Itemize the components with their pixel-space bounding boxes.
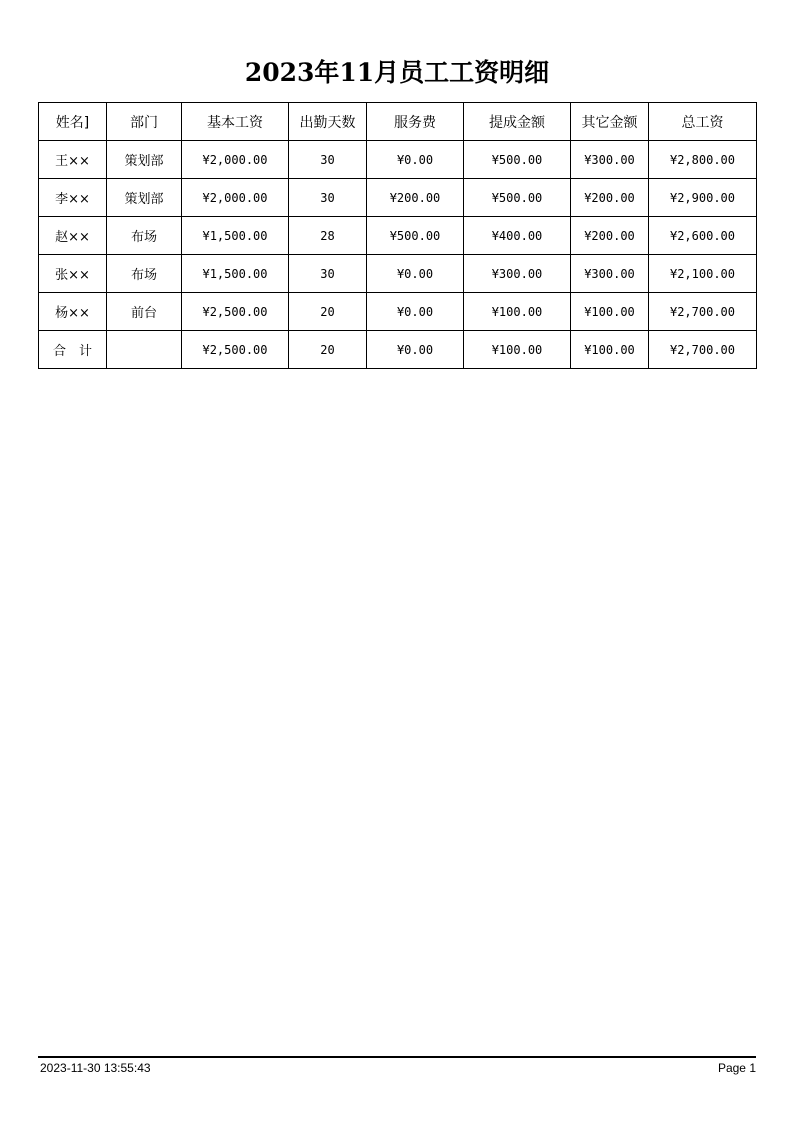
cell-service-fee: ¥0.00 bbox=[367, 331, 464, 369]
cell-other-amount: ¥100.00 bbox=[571, 293, 649, 331]
page-number: Page 1 bbox=[717, 1061, 756, 1075]
table-row bbox=[39, 255, 757, 293]
cell-department: 策划部 bbox=[107, 141, 182, 179]
cell-service-fee: ¥0.00 bbox=[367, 255, 464, 293]
cell-other-amount: ¥200.00 bbox=[571, 217, 649, 255]
cell-total-salary: ¥2,800.00 bbox=[649, 141, 757, 179]
cell-name: 李×× bbox=[39, 179, 107, 217]
cell-commission: ¥100.00 bbox=[464, 331, 571, 369]
cell-total-salary: ¥2,600.00 bbox=[649, 217, 757, 255]
cell-commission: ¥100.00 bbox=[464, 293, 571, 331]
table-row bbox=[39, 293, 757, 331]
header-total-salary: 总工资 bbox=[649, 103, 757, 141]
cell-name: 张×× bbox=[39, 255, 107, 293]
header-service-fee: 服务费 bbox=[367, 103, 464, 141]
cell-total-salary: ¥2,900.00 bbox=[649, 179, 757, 217]
table-total-row bbox=[39, 331, 757, 369]
cell-attendance-days: 30 bbox=[289, 141, 367, 179]
cell-commission: ¥400.00 bbox=[464, 217, 571, 255]
cell-other-amount: ¥100.00 bbox=[571, 331, 649, 369]
cell-department: 布场 bbox=[107, 255, 182, 293]
cell-service-fee: ¥200.00 bbox=[367, 179, 464, 217]
cell-base-salary: ¥2,500.00 bbox=[182, 293, 289, 331]
cell-service-fee: ¥0.00 bbox=[367, 141, 464, 179]
header-commission: 提成金额 bbox=[464, 103, 571, 141]
cell-name: 赵×× bbox=[39, 217, 107, 255]
cell-attendance-days: 20 bbox=[289, 293, 367, 331]
cell-total-salary: ¥2,700.00 bbox=[649, 331, 757, 369]
print-timestamp: 2023-11-30 13:55:43 bbox=[40, 1061, 151, 1075]
cell-commission: ¥500.00 bbox=[464, 141, 571, 179]
cell-department: 布场 bbox=[107, 217, 182, 255]
table-header-row bbox=[39, 103, 757, 141]
header-attendance-days: 出勤天数 bbox=[289, 103, 367, 141]
cell-base-salary: ¥2,000.00 bbox=[182, 141, 289, 179]
header-other-amount: 其它金额 bbox=[571, 103, 649, 141]
header-base-salary: 基本工资 bbox=[182, 103, 289, 141]
cell-name: 王×× bbox=[39, 141, 107, 179]
cell-attendance-days: 30 bbox=[289, 255, 367, 293]
cell-attendance-days: 28 bbox=[289, 217, 367, 255]
cell-commission: ¥500.00 bbox=[464, 179, 571, 217]
cell-department: 前台 bbox=[107, 293, 182, 331]
cell-service-fee: ¥0.00 bbox=[367, 293, 464, 331]
cell-base-salary: ¥2,000.00 bbox=[182, 179, 289, 217]
cell-other-amount: ¥300.00 bbox=[571, 255, 649, 293]
header-department: 部门 bbox=[107, 103, 182, 141]
cell-department: 策划部 bbox=[107, 179, 182, 217]
salary-table bbox=[38, 102, 757, 369]
cell-attendance-days: 20 bbox=[289, 331, 367, 369]
cell-commission: ¥300.00 bbox=[464, 255, 571, 293]
cell-attendance-days: 30 bbox=[289, 179, 367, 217]
cell-department bbox=[107, 331, 182, 369]
cell-total-salary: ¥2,700.00 bbox=[649, 293, 757, 331]
cell-total-label: 合 计 bbox=[39, 331, 107, 369]
footer-divider bbox=[38, 1056, 756, 1058]
cell-base-salary: ¥1,500.00 bbox=[182, 255, 289, 293]
cell-other-amount: ¥200.00 bbox=[571, 179, 649, 217]
cell-base-salary: ¥1,500.00 bbox=[182, 217, 289, 255]
table-row bbox=[39, 179, 757, 217]
page-title: 2023年11月员工工资明细 bbox=[244, 58, 550, 87]
cell-service-fee: ¥500.00 bbox=[367, 217, 464, 255]
cell-total-salary: ¥2,100.00 bbox=[649, 255, 757, 293]
cell-other-amount: ¥300.00 bbox=[571, 141, 649, 179]
cell-name: 杨×× bbox=[39, 293, 107, 331]
table-row bbox=[39, 141, 757, 179]
header-name: 姓名] bbox=[39, 103, 107, 141]
table-row bbox=[39, 217, 757, 255]
cell-base-salary: ¥2,500.00 bbox=[182, 331, 289, 369]
